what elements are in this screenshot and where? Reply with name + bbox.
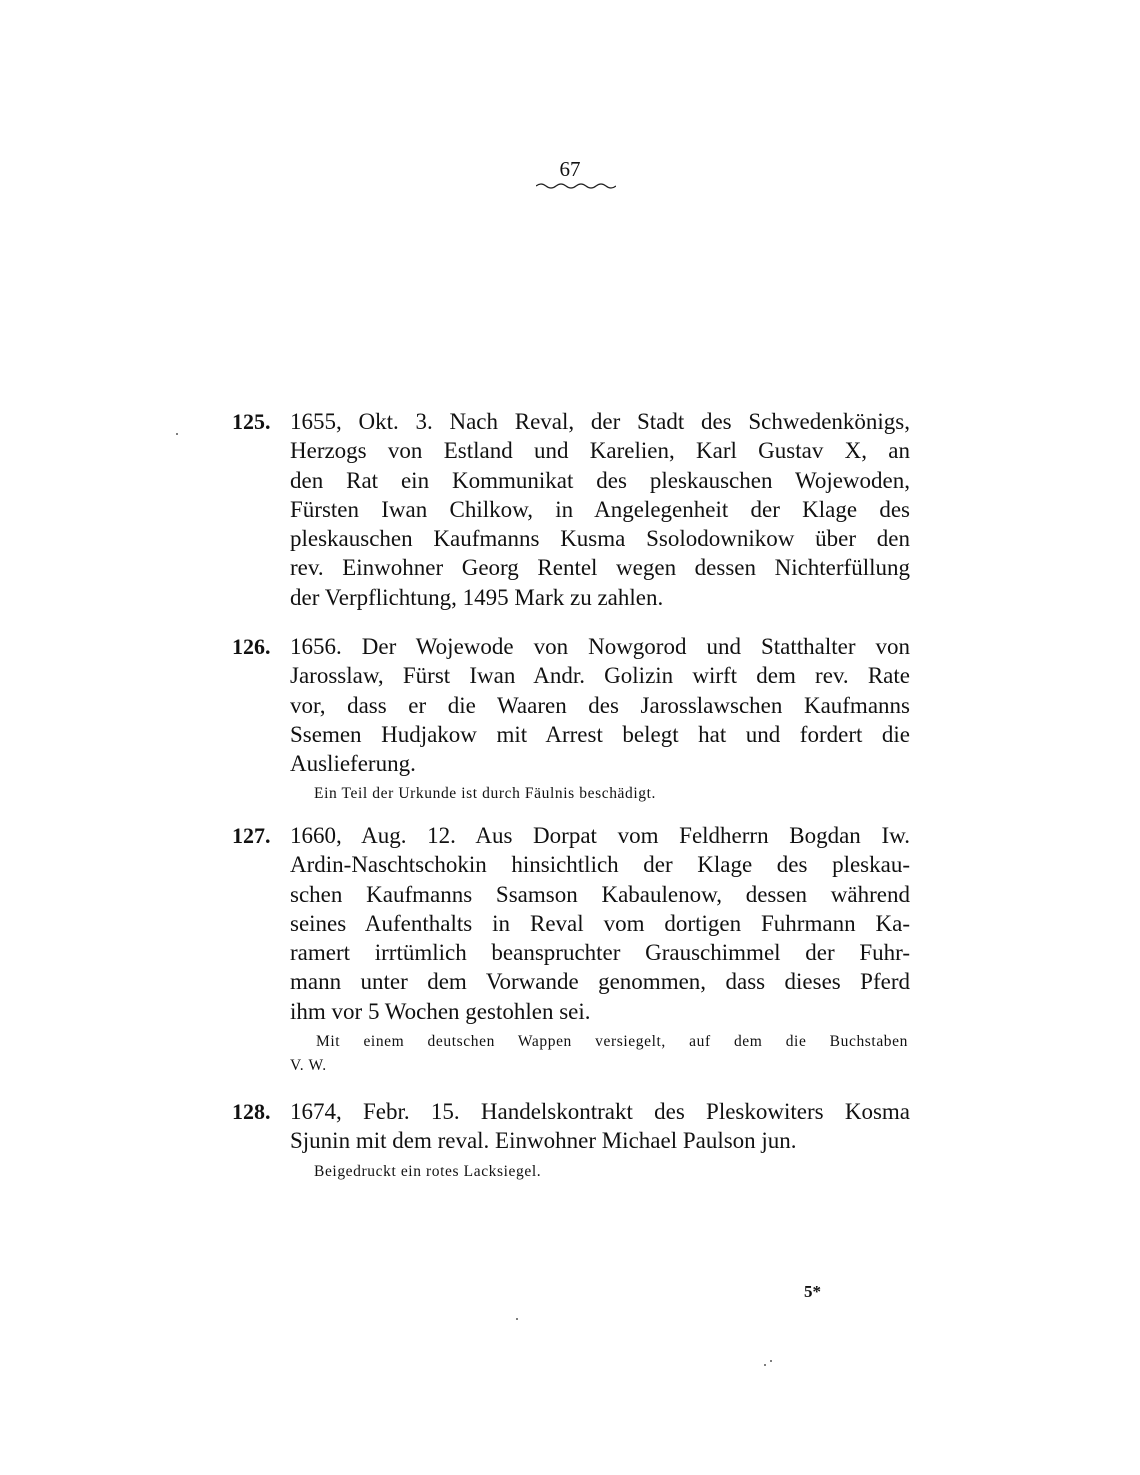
scan-speck [516, 1318, 518, 1320]
entry-line: Ssemen Hudjakow mit Arrest belegt hat und fordert die [290, 721, 910, 747]
printer-signature: 5* [804, 1282, 821, 1301]
entry-note: Mit einem deutschen Wappen versiegelt, auf dem die Buchstaben [316, 1033, 908, 1051]
scan-speck [764, 1364, 766, 1366]
entry-line: ramert irrtümlich beanspruchter Grauschimmel der Fuhr- [290, 940, 910, 966]
entry-line: den Rat ein Kommunikat des pleskauschen Wojewoden, [290, 467, 910, 493]
entry-line: Sjunin mit dem reval. Einwohner Michael Paulson jun. [290, 1128, 797, 1154]
entry-line: mann unter dem Vorwande genommen, dass dieses Pferd [290, 969, 910, 995]
entry-line: Ardin-Naschtschokin hinsichtlich der Klage des pleskau- [290, 852, 910, 878]
entry-128 [232, 1097, 910, 1184]
entry-line: vor, dass er die Waaren des Jarosslawschen Kaufmanns [290, 692, 910, 718]
entry-line: seines Aufenthalts in Reval vom dortigen Fuhrmann Ka- [290, 910, 910, 936]
entry-number: 125. [232, 409, 271, 434]
entry-number: 126. [232, 634, 271, 659]
entry-line: Fürsten Iwan Chilkow, in Angelegenheit der Klage des [290, 496, 910, 522]
entry-line: ihm vor 5 Wochen gestohlen sei. [290, 998, 591, 1024]
entry-note: Beigedruckt ein rotes Lacksiegel. [314, 1162, 542, 1180]
entry-line: rev. Einwohner Georg Rentel wegen dessen Nichterfüllung [290, 555, 910, 581]
entry-126 [232, 632, 910, 806]
entry-line: 126. 1656. Der Wojewode von Nowgorod und Statthalter von [232, 632, 910, 661]
entry-125 [232, 407, 910, 612]
entry-line: 125. 1655, Okt. 3. Nach Reval, der Stadt des Schwedenkönigs, [232, 407, 910, 436]
page-number-ornament [536, 182, 616, 190]
entry-line: pleskauschen Kaufmanns Kusma Ssolodownikow über den [290, 526, 910, 552]
entry-note: V. W. [290, 1057, 327, 1075]
entry-line: 127. 1660, Aug. 12. Aus Dorpat vom Feldherrn Bogdan Iw. [232, 821, 910, 850]
entry-line: Jarosslaw, Fürst Iwan Andr. Golizin wirft dem rev. Rate [290, 663, 910, 689]
entry-line: 128. 1674, Febr. 15. Handelskontrakt des Pleskowiters Kosma [232, 1097, 910, 1126]
entry-line: schen Kaufmanns Ssamson Kabaulenow, dessen während [290, 881, 910, 907]
entry-127 [232, 821, 910, 1078]
entry-number: 128. [232, 1099, 271, 1124]
entry-note: Ein Teil der Urkunde ist durch Fäulnis beschädigt. [314, 785, 657, 803]
entry-number: 127. [232, 823, 271, 848]
entry-line: Auslieferung. [290, 751, 416, 777]
entry-line: der Verpflichtung, 1495 Mark zu zahlen. [290, 584, 664, 610]
scan-speck [770, 1360, 772, 1362]
entry-line: Herzogs von Estland und Karelien, Karl Gustav X, an [290, 438, 910, 464]
scan-speck [176, 433, 178, 435]
page-number: 67 [559, 157, 581, 181]
